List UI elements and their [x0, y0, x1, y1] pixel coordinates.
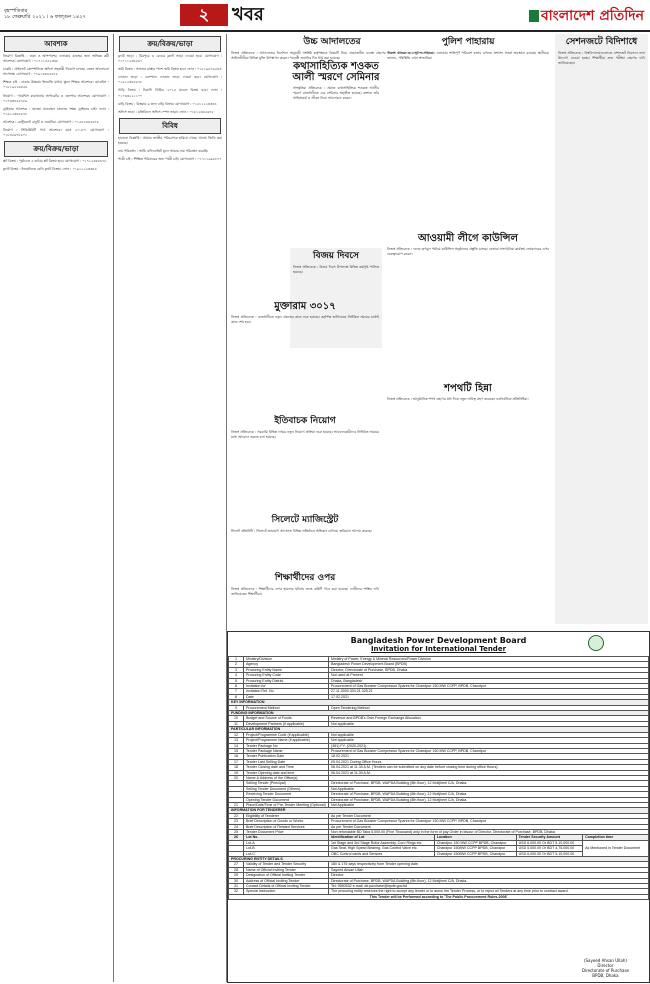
weekday: বৃহস্পতিবার — [4, 8, 28, 14]
lot-cell: Chandpur 150MW CCPP BPDB, Chandpur — [434, 846, 516, 851]
tender-cell: Procurement of Gas Booster Compressor Spares for Chandpur 150 MW CCPP, BPDB, Chandpur — [329, 684, 649, 689]
article-body: নিজস্ব প্রতিবেদক : শিক্ষার্থীদের ওপর হামলার ঘটনায় তদন্ত কমিটি গঠন করা হয়েছে। দোষীদের শাস্তির দাবি জানিয়েছেন শিক্ষার্থীরা। — [231, 587, 379, 597]
tender-cell: 22 — [229, 813, 244, 818]
tender-cell: Not applicable — [329, 732, 649, 737]
tender-cell: 19 — [229, 770, 244, 775]
tender-cell: Tender Package Name — [244, 748, 329, 753]
classified-entry: চাকরি : প্রাইভেট কোম্পানিতে অফিস সহকারী নিয়োগ চলছে। বেতন আলোচনা সাপেক্ষে। যোগাযোগ : ০১৯১৩৪৪৫৬৭৮ — [3, 67, 109, 77]
tender-cell: Brief Description of Goods or Works — [244, 819, 329, 824]
tender-cell: 9 — [229, 705, 244, 710]
tender-cell: Dhaka, Bangladesh — [329, 678, 649, 683]
tender-cell: 23 — [229, 819, 244, 824]
article-police — [384, 34, 552, 224]
completion-time-cell: As Mentioned in Tender Document — [583, 840, 649, 856]
tender-cell: Date — [244, 694, 329, 699]
classified-entry: প্লট বিক্রয় : পূর্বাচলে ৫ কাঠার প্লট বিক্রয় হবে। যোগাযোগ : ০১৭১২৩৪৫৬৭৮ — [3, 159, 107, 164]
tender-cell: Address of Official Inviting Tender — [244, 878, 329, 883]
tender-cell: Project/Programme Name (if applicable) — [244, 738, 329, 743]
tender-cell: 180 & 176 days respectively from Tender opening date. — [329, 862, 649, 867]
classified-entry: আবশ্যক : রেস্টুরেন্টে বাবুর্চি ও ওয়েটার। যোগাযোগ : ০১৫৫২৩৪৫৬৭৮ — [3, 119, 99, 124]
lot-cell: Chandpur 150 MW CCPP BPDB, Chandpur — [434, 840, 516, 845]
tender-cell: Brief Description of Related Services — [244, 824, 329, 829]
classified-entry: শিক্ষক চাই : ঢাকার উত্তরায় ইংরেজি মাধ্যম স্কুলে শিক্ষক আবশ্যক। মোবাইল : ০১৮১৯২২৩৪৫৬ — [3, 80, 109, 90]
tender-cell: Director, Directorate of Purchase, BPDB, Dhaka — [329, 667, 649, 672]
classified-entry: নিয়োগ বিজ্ঞপ্তি : ঢাকা ও আশপাশের এলাকায় কাজের জন্য অভিজ্ঞ কর্মী আবশ্যক। যোগাযোগ : ০১৭১১৫৫২৩৩৮ — [3, 54, 109, 64]
tender-cell: Opening Tender Document — [244, 797, 329, 802]
tender-cell: Invitation for — [244, 684, 329, 689]
tender-cell: 20 — [229, 775, 244, 780]
tender-footer-note: This Tender will be Performed according to 'The Public Procurement Rules-2008' — [229, 894, 649, 899]
signatory-title: Director — [597, 963, 614, 968]
tender-cell: 16 — [229, 754, 244, 759]
tender-cell: 27 — [229, 862, 244, 867]
date: ১৮ ফেব্রুয়ারি ২০২১ । ৬ ফাল্গুন ১৪২৭ — [4, 14, 86, 20]
headline: উচ্চ আদালতের — [303, 37, 361, 47]
tender-cell: Procuring Entity Code — [244, 673, 329, 678]
tender-cell: As per Tender Document — [329, 824, 649, 829]
tender-cell: 29 — [229, 873, 244, 878]
headline: আওয়ামী লীগে কাউন্সিল — [418, 233, 518, 244]
tender-cell: 7 — [229, 689, 244, 694]
tender-cell: Bangladesh Power Development Board (BPDB) — [329, 662, 649, 667]
article-oath — [384, 380, 552, 620]
tender-cell: 27.11.0000.304.21.325.21 — [329, 689, 649, 694]
header-rule — [0, 30, 650, 32]
tender-section-title: PROCURING ENTITY DETAILS — [229, 857, 649, 862]
tender-cell: Project/Programme Code (if applicable) — [244, 732, 329, 737]
tender-cell: 3 — [229, 667, 244, 672]
tender-cell: (361) FY: (2020-2021) — [329, 743, 649, 748]
classified-entry: হারানো বিজ্ঞপ্তি : আমার জাতীয় পরিচয়পত্র হারিয়ে গেছে। থানায় জিডি করা হয়েছে। — [118, 135, 222, 145]
tender-table — [228, 656, 649, 900]
signatory-office: Directorate of Purchase — [581, 968, 629, 973]
classified-entry: দোকান ভাড়া : গুলশানে দোকান ভাড়া দেওয়া হবে। যোগাযোগ : ০১৯১২৩৪৫৬৭৮ — [118, 75, 222, 85]
tender-cell: 13 — [229, 738, 244, 743]
tender-cell: Place/Date/Time of Pre-Tender Meeting (Optional) — [244, 802, 329, 807]
tender-cell: 12 — [229, 732, 244, 737]
bpdb-emblem-icon — [588, 635, 604, 651]
lot-header-cell: Identification of Lot — [329, 835, 435, 840]
classifieds-col-2 — [115, 34, 225, 982]
signatory-org: BPDB, Dhaka — [592, 973, 619, 978]
tender-cell: Special Instruction — [244, 889, 329, 894]
lot-cell: Lot-C — [244, 851, 329, 856]
tender-cell: Receiving Tender Document — [244, 792, 329, 797]
tender-cell: Not Applicable — [329, 786, 649, 791]
tender-cell: Agency — [244, 662, 329, 667]
lot-header-cell: Location — [434, 835, 516, 840]
tender-cell: 14 — [229, 743, 244, 748]
tender-cell: Sayeed Ahsan Ullah — [329, 867, 649, 872]
tender-cell: 6 — [229, 684, 244, 689]
tender-cell: The procuring entity reserves the right to accept any tender or to annul the Tender Process, or to reject all Tenders at any time prior to contract award. — [329, 889, 649, 894]
masthead-logo — [529, 4, 644, 28]
tender-cell: As per Tender Document — [329, 813, 649, 818]
lot-header-cell: Tender Security Amount — [516, 835, 583, 840]
lot-cell: Gas Seal, High Speed Bearing, Gas Control Valve etc. — [329, 846, 435, 851]
classified-heading: ক্রয়/বিক্রয়/ভাড়া — [4, 141, 108, 157]
tender-cell: Director — [329, 873, 649, 878]
tender-cell: 15 — [229, 748, 244, 753]
classified-entry: নিয়োগ : সিকিউরিটি গার্ড আবশ্যক। বয়স ২০-৪০। যোগাযোগ : ০১৮৪৫৬৭৮৯০১ — [3, 128, 109, 138]
tender-cell: 1 — [229, 657, 244, 662]
tender-notice — [227, 631, 650, 983]
tender-cell: Selling Tender (Principal) — [244, 781, 329, 786]
tender-cell: Directorate of Purchase, BPDB, WAPDA Building (8th floor), 12 Motijheel C/A, Dhaka. — [329, 797, 649, 802]
page-header — [0, 0, 650, 30]
classified-entry: নাম পরিবর্তন : আমি এফিডেভিট মূলে আমার নাম পরিবর্তন করেছি। — [118, 149, 209, 154]
tender-cell: Procurement Method — [244, 705, 329, 710]
lot-cell: Lot-B — [244, 846, 329, 851]
tender-cell: 31 — [229, 884, 244, 889]
tender-cell: Procuring Entity Name — [244, 667, 329, 672]
tender-cell: Tender Opening date and time — [244, 770, 329, 775]
tender-cell: Tender Publication Date — [244, 754, 329, 759]
lot-cell: USD 6,000.00 Or BDT 5,10,000.00 — [516, 840, 583, 845]
article-body: নিজস্ব প্রতিবেদক : পুলিশ পাহারায় এলাকায় শান্তিপূর্ণ পরিবেশ বজায় রাখতে প্রশাসন সতর্ক অবস্থানে রয়েছে। স্থানীয়রা জানান, পরিস্থিতি এখন স্বাভাবিক। — [387, 51, 549, 61]
tender-cell: Revenue and BPDB's Own Foreign Exchange Allocation. — [329, 716, 649, 721]
tender-cell: Eligibility of Tenderer — [244, 813, 329, 818]
tender-cell: Name of Official Inviting Tender — [244, 867, 329, 872]
classified-entry: জমি বিক্রয় : সাভারে রাস্তার পাশে জমি বিক্রয় হবে। ফোন : ০১৮১৯৮৭৬৫৪৩ — [118, 67, 222, 72]
tender-cell: Not Applicable — [329, 802, 649, 807]
tender-cell: Not used at Present — [329, 673, 649, 678]
lot-header-cell: Completion time — [583, 835, 649, 840]
tender-cell: Name & Address of the Office(s) — [244, 775, 329, 780]
classified-entry: অফিস ভাড়া : মতিঝিলে অফিস স্পেস ভাড়া। ফোন : ০১৮১২৩৪৫৬৭৮ — [118, 109, 214, 114]
tender-cell: Procurement of Gas Booster Compressor Spares for Chandpur 150 MW CCPP, BPDB, Chandpur — [329, 748, 649, 753]
tender-title: Invitation for International Tender — [370, 645, 507, 653]
classified-entry: বাড়ি বিক্রয় : উত্তরায় ৬ তলা বাড়ি বিক্রয়। যোগাযোগ : ০১৫১১২২৩৩৪৪ — [118, 101, 217, 106]
article-project — [228, 298, 382, 408]
classified-list — [115, 54, 225, 115]
tender-cell: 30 — [229, 878, 244, 883]
article-body: সাংস্কৃতিক প্রতিবেদক : প্রয়াত কথাসাহিত্যিক শওকত আলীর স্মরণে রাজধানীতে এক সেমিনার অনুষ্ঠিত হয়েছে। বক্তারা তাঁর সাহিত্যকর্ম ও জীবন নিয়ে আলোচনা করেন। — [293, 86, 379, 101]
signatory-name: (Sayeed Ahsan Ullah) — [583, 958, 627, 963]
article-appointment — [228, 413, 382, 508]
classified-list — [115, 136, 225, 162]
tender-cell: Not applicable — [329, 721, 649, 726]
column-rule — [113, 34, 114, 982]
tender-cell: 18.02.2021 — [329, 754, 649, 759]
logo-text: বাংলাদেশ প্রতিদিন — [540, 8, 644, 24]
tender-cell: Tender Last Selling Date — [244, 759, 329, 764]
tender-cell: Invitation Ref. No — [244, 689, 329, 694]
tender-cell: 06.04.2021 at 11.30 A.M. (Tenders can be submitted on any date before closing time during office Hours). — [329, 765, 649, 770]
tender-cell: Directorate of Purchase, BPDB, WAPDA Building (8th floor), 12 Motijheel C/A, Dhaka. — [329, 878, 649, 883]
article-body: নিজস্ব প্রতিবেদক : বিশ্ববিদ্যালয়গুলোতে সেশনজট নিরসনে নানা উদ্যোগ নেওয়া হচ্ছে। শিক্ষার্থীরা দ্রুত পরীক্ষা গ্রহণের দাবি জানিয়েছেন। — [558, 51, 645, 66]
tender-cell: 24 — [229, 824, 244, 829]
tender-cell: 17.02.2021 — [329, 694, 649, 699]
classified-heading: আবশ্যক — [4, 36, 108, 52]
tender-cell: 8 — [229, 694, 244, 699]
lot-cell: Chandpur 150MW CCPP BPDB, Chandpur — [434, 851, 516, 856]
tender-cell: 05.04.2021 During Office Hours — [329, 759, 649, 764]
page-number: ২ — [180, 4, 228, 26]
classifieds-col-1 — [0, 34, 112, 982]
tender-cell: 32 — [229, 889, 244, 894]
tender-cell: Development Partners (if applicable) — [244, 721, 329, 726]
tender-cell: Open Tendering Method — [329, 705, 649, 710]
tender-cell: Budget and Source of Funds — [244, 716, 329, 721]
article-council — [384, 230, 552, 380]
headline: সিলেটে ম্যাজিস্ট্রেট — [271, 515, 339, 525]
tender-cell: 10 — [229, 716, 244, 721]
article-session-jam — [555, 34, 648, 624]
article-body: নিজস্ব প্রতিবেদক : সরকারি বিভিন্ন দপ্তরে নতুন নিয়োগ প্রক্রিয়া শুরু হয়েছে। আবেদনকারীদের নির্ধারিত সময়ের মধ্যে আবেদন করতে বলা হয়েছে। — [231, 430, 379, 440]
tender-cell: Tel: 9550532 e-mail: dir.purchase@bpdb.gov.bd — [329, 884, 649, 889]
classified-entry: ফ্ল্যাট বিক্রয় : ধানমন্ডিতে রেডি ফ্ল্যাট বিক্রয়। ফোন : ০১৯১১২২৩৩৪৪ — [3, 167, 97, 172]
tender-cell: Directorate of Purchase, BPDB, WAPDA Building (8th floor), 12 Motijheel C/A, Dhaka. — [329, 792, 649, 797]
tender-cell: 11 — [229, 721, 244, 726]
tender-cell: 5 — [229, 678, 244, 683]
headline: ইতিবাচক নিয়োগ — [274, 416, 336, 426]
tender-cell: Procuring Entity District — [244, 678, 329, 683]
tender-cell: 21 — [229, 802, 244, 807]
tender-cell: 28 — [229, 867, 244, 872]
tender-cell: Selling Tender Document (Others) — [244, 786, 329, 791]
tender-cell: Tender Document Price — [244, 830, 329, 835]
tender-cell: 2 — [229, 662, 244, 667]
article-body: নিজস্ব প্রতিবেদক : দলের তৃণমূল পর্যায়ে কাউন্সিল অনুষ্ঠানের প্রস্তুতি চলছে। নেতারা সাংগঠনিক কার্যক্রম জোরদারের ওপর গুরুত্বারোপ করেন। — [387, 247, 549, 257]
tender-cell: Designation of Official Inviting Tender — [244, 873, 329, 878]
classified-entry: ড্রাইভার আবশ্যক : হালকা যানবাহন চালাতে সক্ষম ড্রাইভার চাই। ফোন : ০১৬১২৩৪৫৬৭৮ — [3, 106, 109, 116]
tender-cell: 4 — [229, 673, 244, 678]
tender-cell: Ministry of Power, Energy & Mineral Resources/Power Division — [329, 657, 649, 662]
lot-header-cell: 26 — [229, 835, 244, 840]
headline: শিক্ষার্থীদের ওপর — [274, 573, 336, 583]
classified-entry: গাড়ি বিক্রয় : টয়োটা প্রিমিও ২০১৫ মডেল বিক্রয় হবে। ফোন : ০১৭৩৩২২১১০০ — [118, 88, 222, 98]
dateline — [4, 8, 124, 20]
tender-cell: Validity of Tender and Tender Security — [244, 862, 329, 867]
tender-org: Bangladesh Power Development Board — [350, 636, 527, 645]
tender-cell: 18 — [229, 765, 244, 770]
headline: সেশনজটে বিদিশাধে — [565, 37, 638, 47]
article-body: সিলেট প্রতিনিধি : সিলেটে ভ্রাম্যমাণ আদালত বিভিন্ন প্রতিষ্ঠানে অভিযান চালিয়ে জরিমানা আদায় করেছে। — [231, 529, 372, 533]
tender-section-title: KEY INFORMATION — [229, 700, 649, 705]
section-title: খবর — [232, 4, 264, 25]
tender-cell: Tender Closing date and Time — [244, 765, 329, 770]
tender-cell: 25 — [229, 830, 244, 835]
headline: শপথটি হিন্না — [444, 383, 492, 394]
article-students — [228, 570, 382, 628]
tender-cell: Ministry/Division — [244, 657, 329, 662]
lot-cell: USD 5,000.00 Or BDT 4,75,000.00 — [516, 846, 583, 851]
tender-cell: 06.04.2021 at 11.30 A.M. — [329, 770, 649, 775]
headline: কথাসাহিত্যিক শওকত আলী স্মরণে সেমিনার — [292, 61, 380, 83]
article-sylhet — [228, 512, 382, 567]
tender-cell: Directorate of Purchase, BPDB, WAPDA Building (8th floor), 12 Motijheel C/A, Dhaka. — [329, 781, 649, 786]
classified-heading: বিবিধ — [119, 118, 221, 134]
lot-cell: 1st Stage and 3rd Stage Rotor Assembly, Coro Rings etc. — [329, 840, 435, 845]
tender-section-title: PARTICULAR INFORMATION — [229, 727, 649, 732]
tender-section-title: INFORMATION FOR TENDERER — [229, 808, 649, 813]
article-body: নিজস্ব প্রতিবেদক : আনুষ্ঠানিক শপথ গ্রহণের মধ্য দিয়ে নতুন দায়িত্ব গ্রহণ করেছেন নবনির্বাচিত প্রতিনিধিরা। — [387, 397, 529, 401]
article-body: নিজস্ব প্রতিবেদক : বিজয় দিবস উপলক্ষে বিভিন্ন কর্মসূচি পালিত হয়েছে। — [293, 265, 379, 275]
tender-cell: Non refundable BD Taka 5,000.00 (Five Thousand) only in the form of pay Order in favour of Director, Directorate of Purchase, BPDB, Dhaka. — [329, 830, 649, 835]
article-body: নিজস্ব প্রতিবেদক : আদালতের নির্দেশনা অনুযায়ী সংশ্লিষ্ট কর্তৃপক্ষকে বিষয়টি নিয়ে প্রয়োজনীয় ব্যবস্থা গ্রহণের নির্দেশ দেওয়া হয়েছে। শুনানিতে আইনজীবীরা বিভিন্ন যুক্তি উপস্থাপন করেন। পরবর্তী শুনানির দিন ধার্য করা হয়েছে। — [231, 51, 433, 61]
lot-cell: OBC Control cards and Sensors — [329, 851, 435, 856]
headline: বিজয় দিবসে — [313, 251, 359, 261]
signature-block — [582, 958, 629, 978]
lot-cell: Lot-A — [244, 840, 329, 845]
lot-header-cell: Lot No. — [244, 835, 329, 840]
tender-cell: Contact Details of Official Inviting Tender — [244, 884, 329, 889]
logo-mark-icon — [529, 10, 539, 22]
classified-heading: ক্রয়/বিক্রয়/ভাড়া — [119, 36, 221, 52]
tender-cell: Not applicable — [329, 738, 649, 743]
classified-entry: পাত্রী চাই : শিক্ষিত পরিবারের জন্য পাত্রী চাই। যোগাযোগ : ০১৭১১৯৯৮৮৭৭ — [118, 157, 222, 162]
tender-section-title: FUNDING INFORMATION — [229, 711, 649, 716]
classified-list — [0, 54, 112, 138]
tender-cell: Procurement of Gas Booster Compressor Spares for Chandpur 150 MW CCPP, BPDB, Chandpur — [329, 819, 649, 824]
headline: মুক্তারাম ৩০১৭ — [274, 301, 336, 312]
classified-entry: নিয়োগ : গার্মেন্টস কারখানায় অপারেটর ও হেলপার আবশ্যক। যোগাযোগ : ০১৭৩৩৪৫৬৭৮৯ — [3, 93, 109, 103]
article-body: নিজস্ব প্রতিবেদক : রাজধানীতে নতুন প্রকল্পের কাজ শুরু হয়েছে। কর্তৃপক্ষ জানিয়েছে নির্ধারিত সময়ের মধ্যেই কাজ শেষ হবে। — [231, 315, 379, 325]
headline: পুলিশ পাহারায় — [441, 37, 495, 47]
lot-cell: USD 6,000.00 Or BDT 5,10,000.00 — [516, 851, 583, 856]
classified-list — [0, 159, 112, 172]
tender-footer-row — [229, 894, 649, 899]
classified-entry: ফ্ল্যাট ভাড়া : মিরপুরে ৩ বেডের ফ্ল্যাট ভাড়া দেওয়া হবে। যোগাযোগ : ০১৭১১২৩৪৫৬৭ — [118, 54, 222, 64]
tender-cell: Tender Package No — [244, 743, 329, 748]
tender-cell: 17 — [229, 759, 244, 764]
